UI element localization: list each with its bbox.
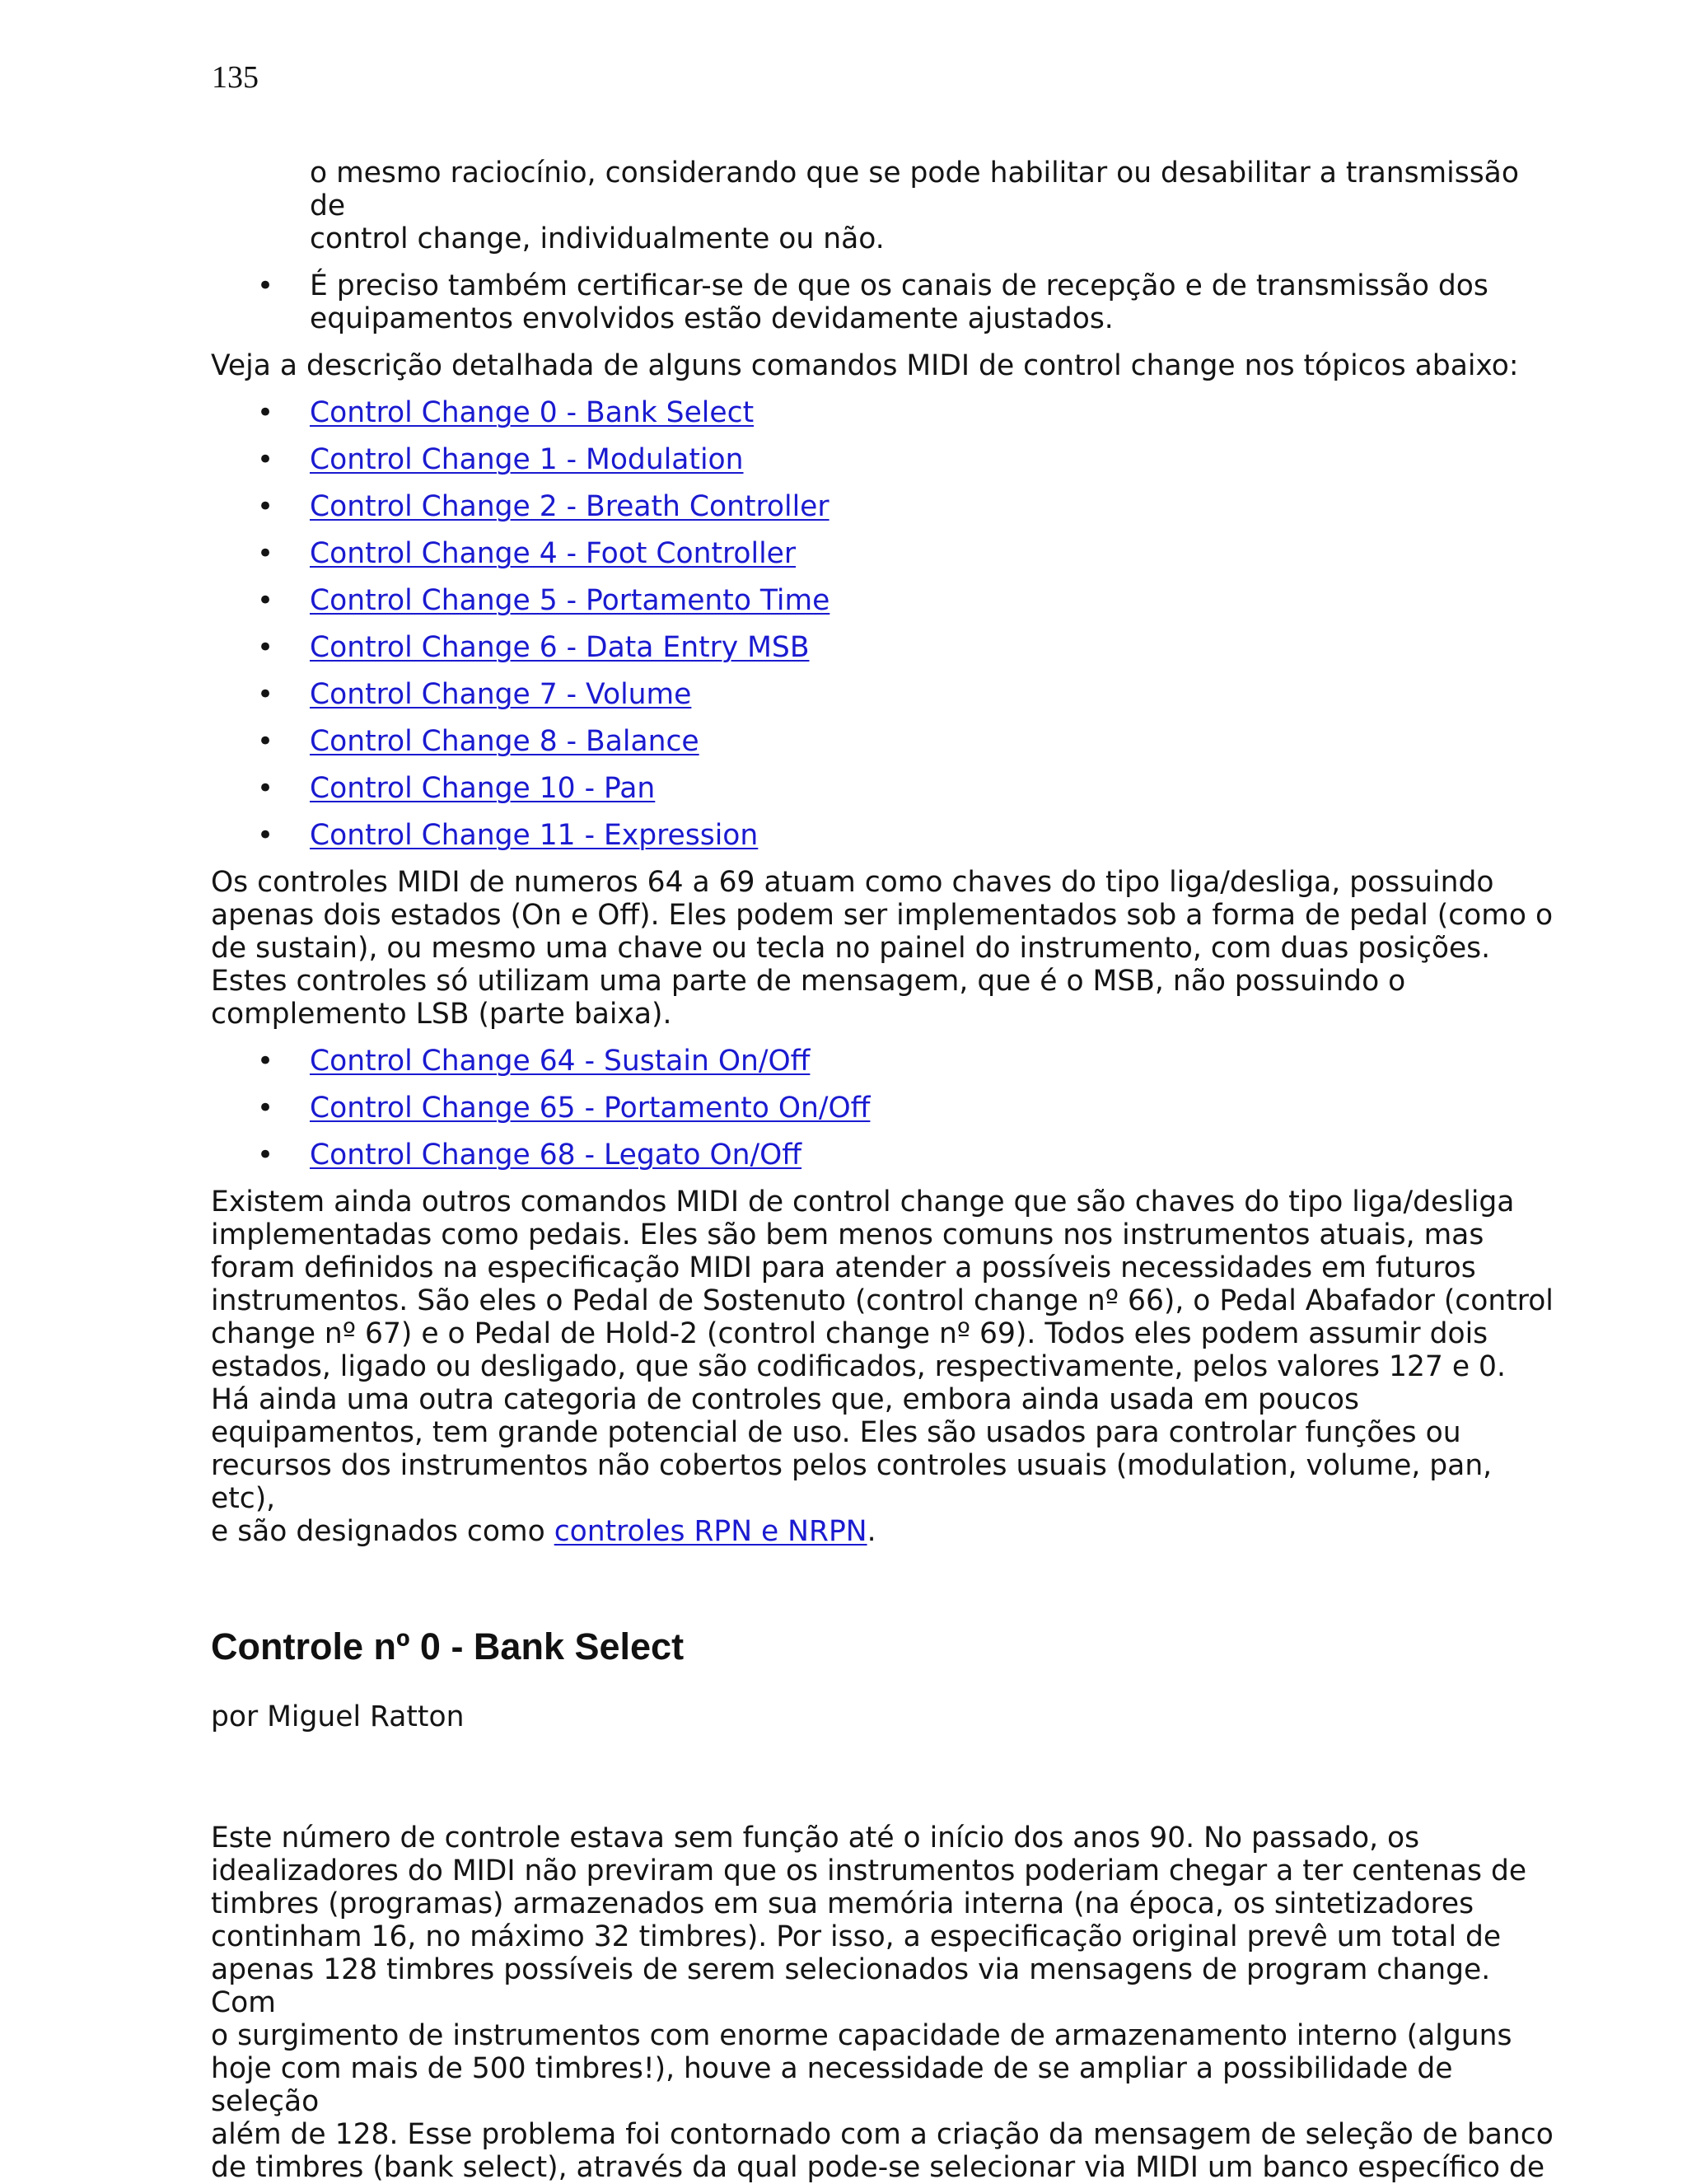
- text-line: Estes controles só utilizam uma parte de mensagem, que é o MSB, não possuindo o: [211, 965, 1406, 998]
- text-line: estados, ligado ou desligado, que são codificados, respectivamente, pelos valores 127 e 0.: [211, 1350, 1506, 1383]
- section-heading: Controle nº 0 - Bank Select: [211, 1625, 685, 1667]
- list-item: [211, 772, 1562, 805]
- link-cc-11-expression[interactable]: Control Change 11 - Expression: [310, 819, 759, 852]
- link-cc-5-portamento-time[interactable]: Control Change 5 - Portamento Time: [310, 584, 830, 617]
- text-line: além de 128. Esse problema foi contornado com a criação da mensagem de seleção de banco: [211, 2118, 1554, 2151]
- text-line: apenas 128 timbres possíveis de serem selecionados via mensagens de program change. Com: [211, 1953, 1491, 2019]
- page-content: [211, 157, 1562, 2184]
- list-item: [211, 537, 1562, 570]
- link-cc-10-pan[interactable]: Control Change 10 - Pan: [310, 772, 656, 805]
- text-line: o surgimento de instrumentos com enorme capacidade de armazenamento interno (alguns: [211, 2019, 1512, 2052]
- rpn-line-prefix: e são designados como: [211, 1515, 554, 1548]
- list-item: [211, 584, 1562, 617]
- pedals-paragraph: [211, 1186, 1562, 1383]
- link-cc-2-breath-controller[interactable]: Control Change 2 - Breath Controller: [310, 490, 829, 523]
- list-item: [211, 396, 1562, 429]
- text-line: de timbres (bank select), através da qual pode-se selecionar via MIDI um banco específico de: [211, 2151, 1545, 2184]
- text-line: Existem ainda outros comandos MIDI de control change que são chaves do tipo liga/desliga: [211, 1186, 1515, 1218]
- list-item: [211, 443, 1562, 476]
- text-line: Este número de controle estava sem função até o início dos anos 90. No passado, os: [211, 1822, 1420, 1854]
- text-line: hoje com mais de 500 timbres!), houve a necessidade de se ampliar a possibilidade de seleção: [211, 2052, 1453, 2118]
- text-line: idealizadores do MIDI não previram que os instrumentos poderiam chegar a ter centenas de: [211, 1854, 1527, 1887]
- rpn-line-suffix: .: [867, 1515, 876, 1548]
- see-paragraph: Veja a descrição detalhada de alguns comandos MIDI de control change nos tópicos abaixo:: [211, 349, 1519, 382]
- page-number: 135: [212, 60, 259, 95]
- switch-controls-paragraph: [211, 866, 1562, 1031]
- text-line: equipamentos, tem grande potencial de uso. Eles são usados para controlar funções ou: [211, 1416, 1461, 1449]
- text-line: foram definidos na especificação MIDI para atender a possíveis necessidades em futuros: [211, 1251, 1476, 1284]
- link-rpn-nrpn[interactable]: controles RPN e NRPN: [554, 1515, 867, 1548]
- list-item: [211, 1045, 1562, 1078]
- text-line: • É preciso também certificar-se de que os canais de recepção e de transmissão dos: [310, 269, 1488, 302]
- list-item: [211, 1139, 1562, 1172]
- rpn-paragraph: [211, 1383, 1562, 1548]
- text-line: implementadas como pedais. Eles são bem menos comuns nos instrumentos atuais, mas: [211, 1218, 1484, 1251]
- link-cc-0-bank-select[interactable]: Control Change 0 - Bank Select: [310, 396, 755, 429]
- text-line: equipamentos envolvidos estão devidamente ajustados.: [310, 302, 1114, 335]
- bank-select-paragraph: [211, 1822, 1562, 2184]
- link-cc-7-volume[interactable]: Control Change 7 - Volume: [310, 678, 692, 711]
- text-line: change nº 67) e o Pedal de Hold-2 (control change nº 69). Todos eles podem assumir dois: [211, 1317, 1488, 1350]
- link-cc-1-modulation[interactable]: Control Change 1 - Modulation: [310, 443, 744, 476]
- link-cc-65-portamento[interactable]: Control Change 65 - Portamento On/Off: [310, 1092, 871, 1125]
- intro-continuation: [310, 157, 1562, 255]
- link-cc-68-legato[interactable]: Control Change 68 - Legato On/Off: [310, 1139, 802, 1172]
- list-item: [211, 490, 1562, 523]
- text-line: timbres (programas) armazenados em sua memória interna (na época, os sintetizadores: [211, 1887, 1474, 1920]
- text-line: complemento LSB (parte baixa).: [211, 998, 672, 1031]
- list-item: [211, 678, 1562, 711]
- text-line: de sustain), ou mesmo uma chave ou tecla no painel do instrumento, com duas posições.: [211, 932, 1491, 965]
- note-list: [211, 269, 1562, 335]
- text-line: o mesmo raciocínio, considerando que se pode habilitar ou desabilitar a transmissão de: [310, 157, 1519, 222]
- text-line: control change, individualmente ou não.: [310, 222, 885, 255]
- list-item: [211, 269, 1562, 335]
- link-cc-4-foot-controller[interactable]: Control Change 4 - Foot Controller: [310, 537, 797, 570]
- list-item: [211, 819, 1562, 852]
- text-line: instrumentos. São eles o Pedal de Sostenuto (control change nº 66), o Pedal Abafador (control: [211, 1284, 1554, 1317]
- list-item: [211, 725, 1562, 758]
- link-cc-6-data-entry-msb[interactable]: Control Change 6 - Data Entry MSB: [310, 631, 810, 664]
- control-change-link-list: [211, 396, 1562, 852]
- text-line: Os controles MIDI de numeros 64 a 69 atuam como chaves do tipo liga/desliga, possuindo: [211, 866, 1494, 899]
- text-line: apenas dois estados (On e Off). Eles podem ser implementados sob a forma de pedal (como o: [211, 899, 1554, 932]
- link-cc-64-sustain[interactable]: Control Change 64 - Sustain On/Off: [310, 1045, 811, 1078]
- text-line: [211, 1515, 1562, 1548]
- text-line: recursos dos instrumentos não cobertos pelos controles usuais (modulation, volume, pan, etc),: [211, 1449, 1493, 1515]
- author-byline: por Miguel Ratton: [211, 1700, 465, 1733]
- switch-link-list: [211, 1045, 1562, 1172]
- text-line: continham 16, no máximo 32 timbres). Por isso, a especificação original prevê um total de: [211, 1920, 1502, 1953]
- text-line: Há ainda uma outra categoria de controles que, embora ainda usada em poucos: [211, 1383, 1359, 1416]
- list-item: [211, 631, 1562, 664]
- link-cc-8-balance[interactable]: Control Change 8 - Balance: [310, 725, 699, 758]
- list-item: [211, 1092, 1562, 1125]
